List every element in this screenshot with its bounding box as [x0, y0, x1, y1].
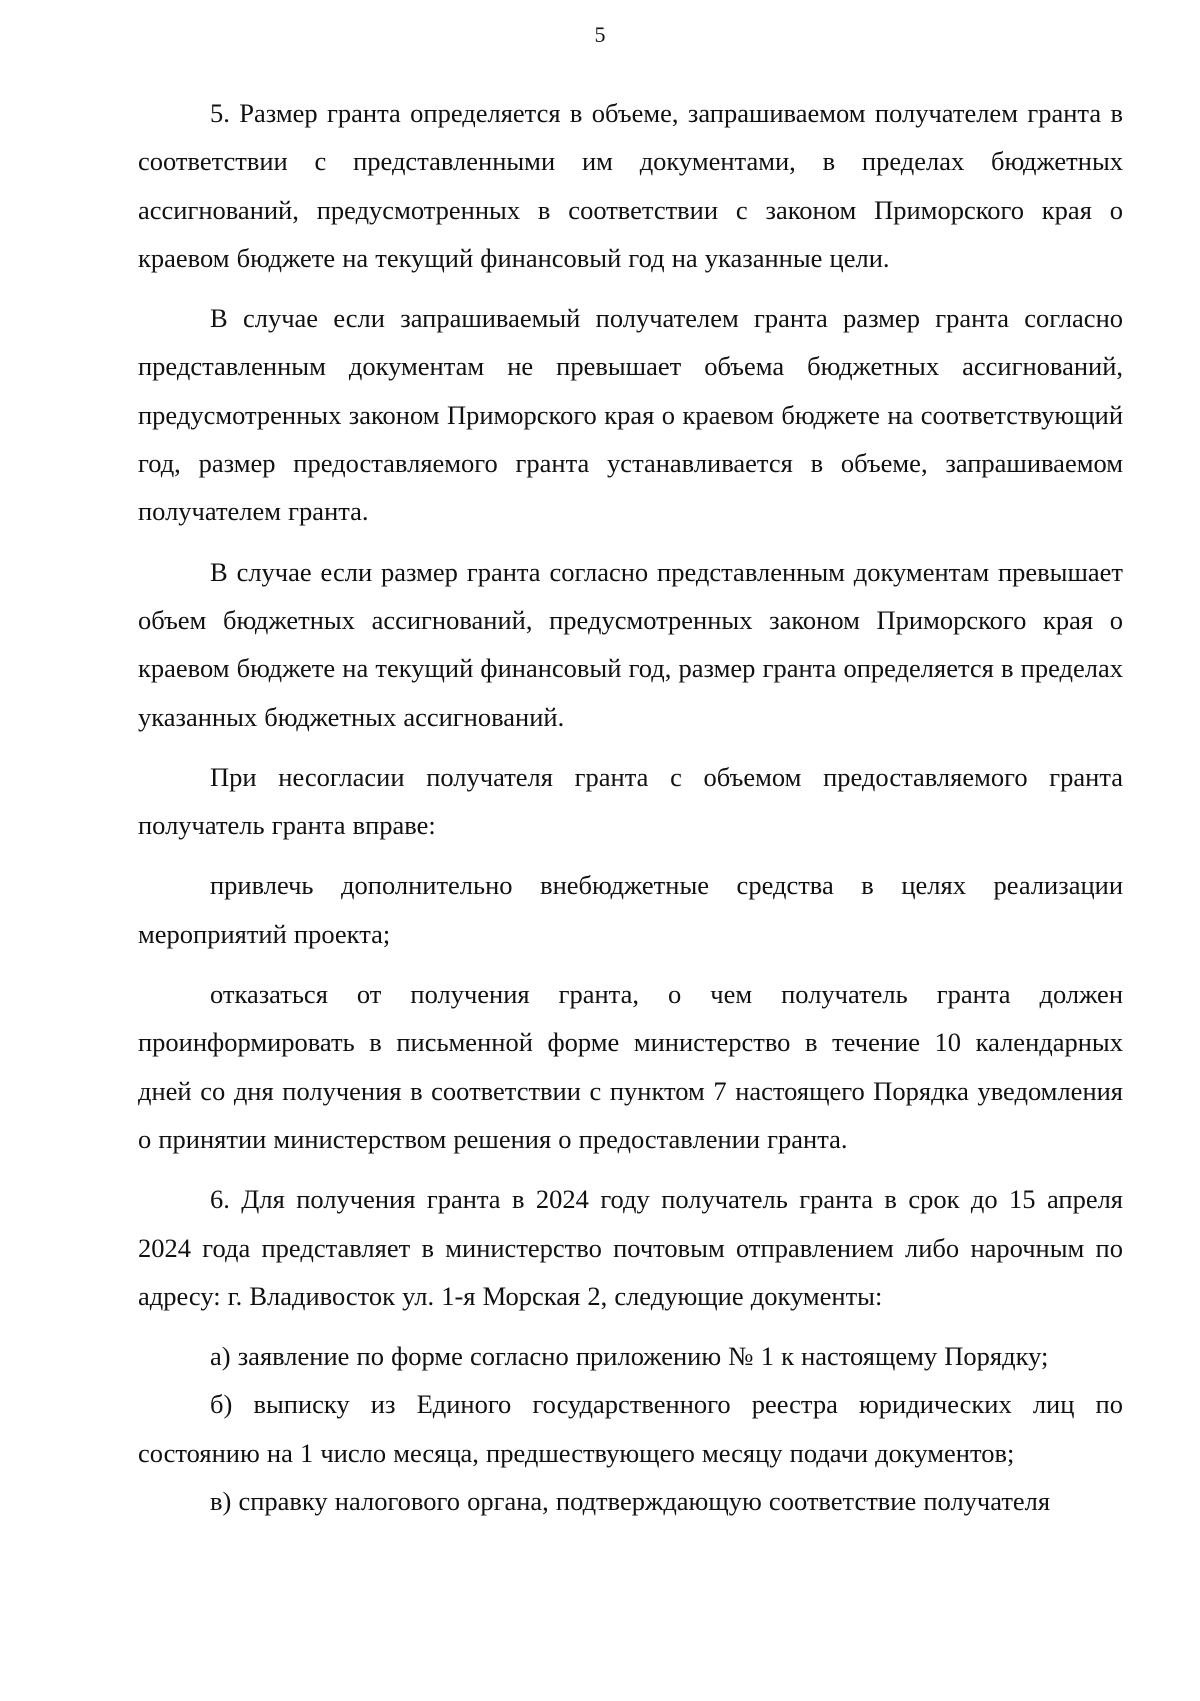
- paragraph-grant-exceeds-budget: В случае если размер гранта согласно представленным документам превышает объем бюджетных ассигнований, предусмотренных законом Приморского края о краевом бюджете на текущий финансовый год, размер гранта определяется в пределах указанных бюджетных ассигнований.: [138, 556, 1123, 732]
- document-body: [138, 89, 1123, 1525]
- page-number: 5: [594, 22, 606, 47]
- paragraph-attract-funds: привлечь дополнительно внебюджетные средства в целях реализации мероприятий проекта;: [138, 870, 1123, 949]
- paragraph-refuse-grant: отказаться от получения гранта, о чем получатель гранта должен проинформировать в письменной форме министерство в течение 10 календарных дней со дня получения в соответствии с пунктом 7 настоящего Порядка уведомления о принятии министерством решения о предоставлении гранта.: [138, 979, 1123, 1154]
- paragraph-5-grant-size: 5. Размер гранта определяется в объеме, запрашиваемом получателем гранта в соответствии с представленными им документами, в пределах бюджетных ассигнований, предусмотренных в соответствии с законом Приморского края о краевом бюджете на текущий финансовый год на указанные цели.: [138, 98, 1123, 273]
- list-item-v-tax-certificate: в) справку налогового органа, подтверждающую соответствие получателя: [210, 1486, 1051, 1517]
- paragraph-grant-within-budget: В случае если запрашиваемый получателем гранта размер гранта согласно представленным документам не превышает объема бюджетных ассигнований, предусмотренных законом Приморского края о краевом бюджете на соответствующий год, размер предоставляемого гранта устанавливается в объеме, запрашиваемом получателем гранта.: [138, 303, 1123, 527]
- paragraph-disagreement: При несогласии получателя гранта с объемом предоставляемого гранта получатель гранта вправе:: [138, 761, 1123, 841]
- list-item-b-registry-extract: б) выписку из Единого государственного реестра юридических лиц по состоянию на 1 число месяца, предшествующего месяцу подачи документов;: [138, 1389, 1123, 1468]
- paragraph-6-documents: 6. Для получения гранта в 2024 году получатель гранта в срок до 15 апреля 2024 года представляет в министерство почтовым отправлением либо нарочным по адресу: г. Владивосток ул. 1-я Морская 2, следующие документы:: [138, 1184, 1123, 1311]
- list-item-a-application: а) заявление по форме согласно приложению № 1 к настоящему Порядку;: [210, 1341, 1049, 1372]
